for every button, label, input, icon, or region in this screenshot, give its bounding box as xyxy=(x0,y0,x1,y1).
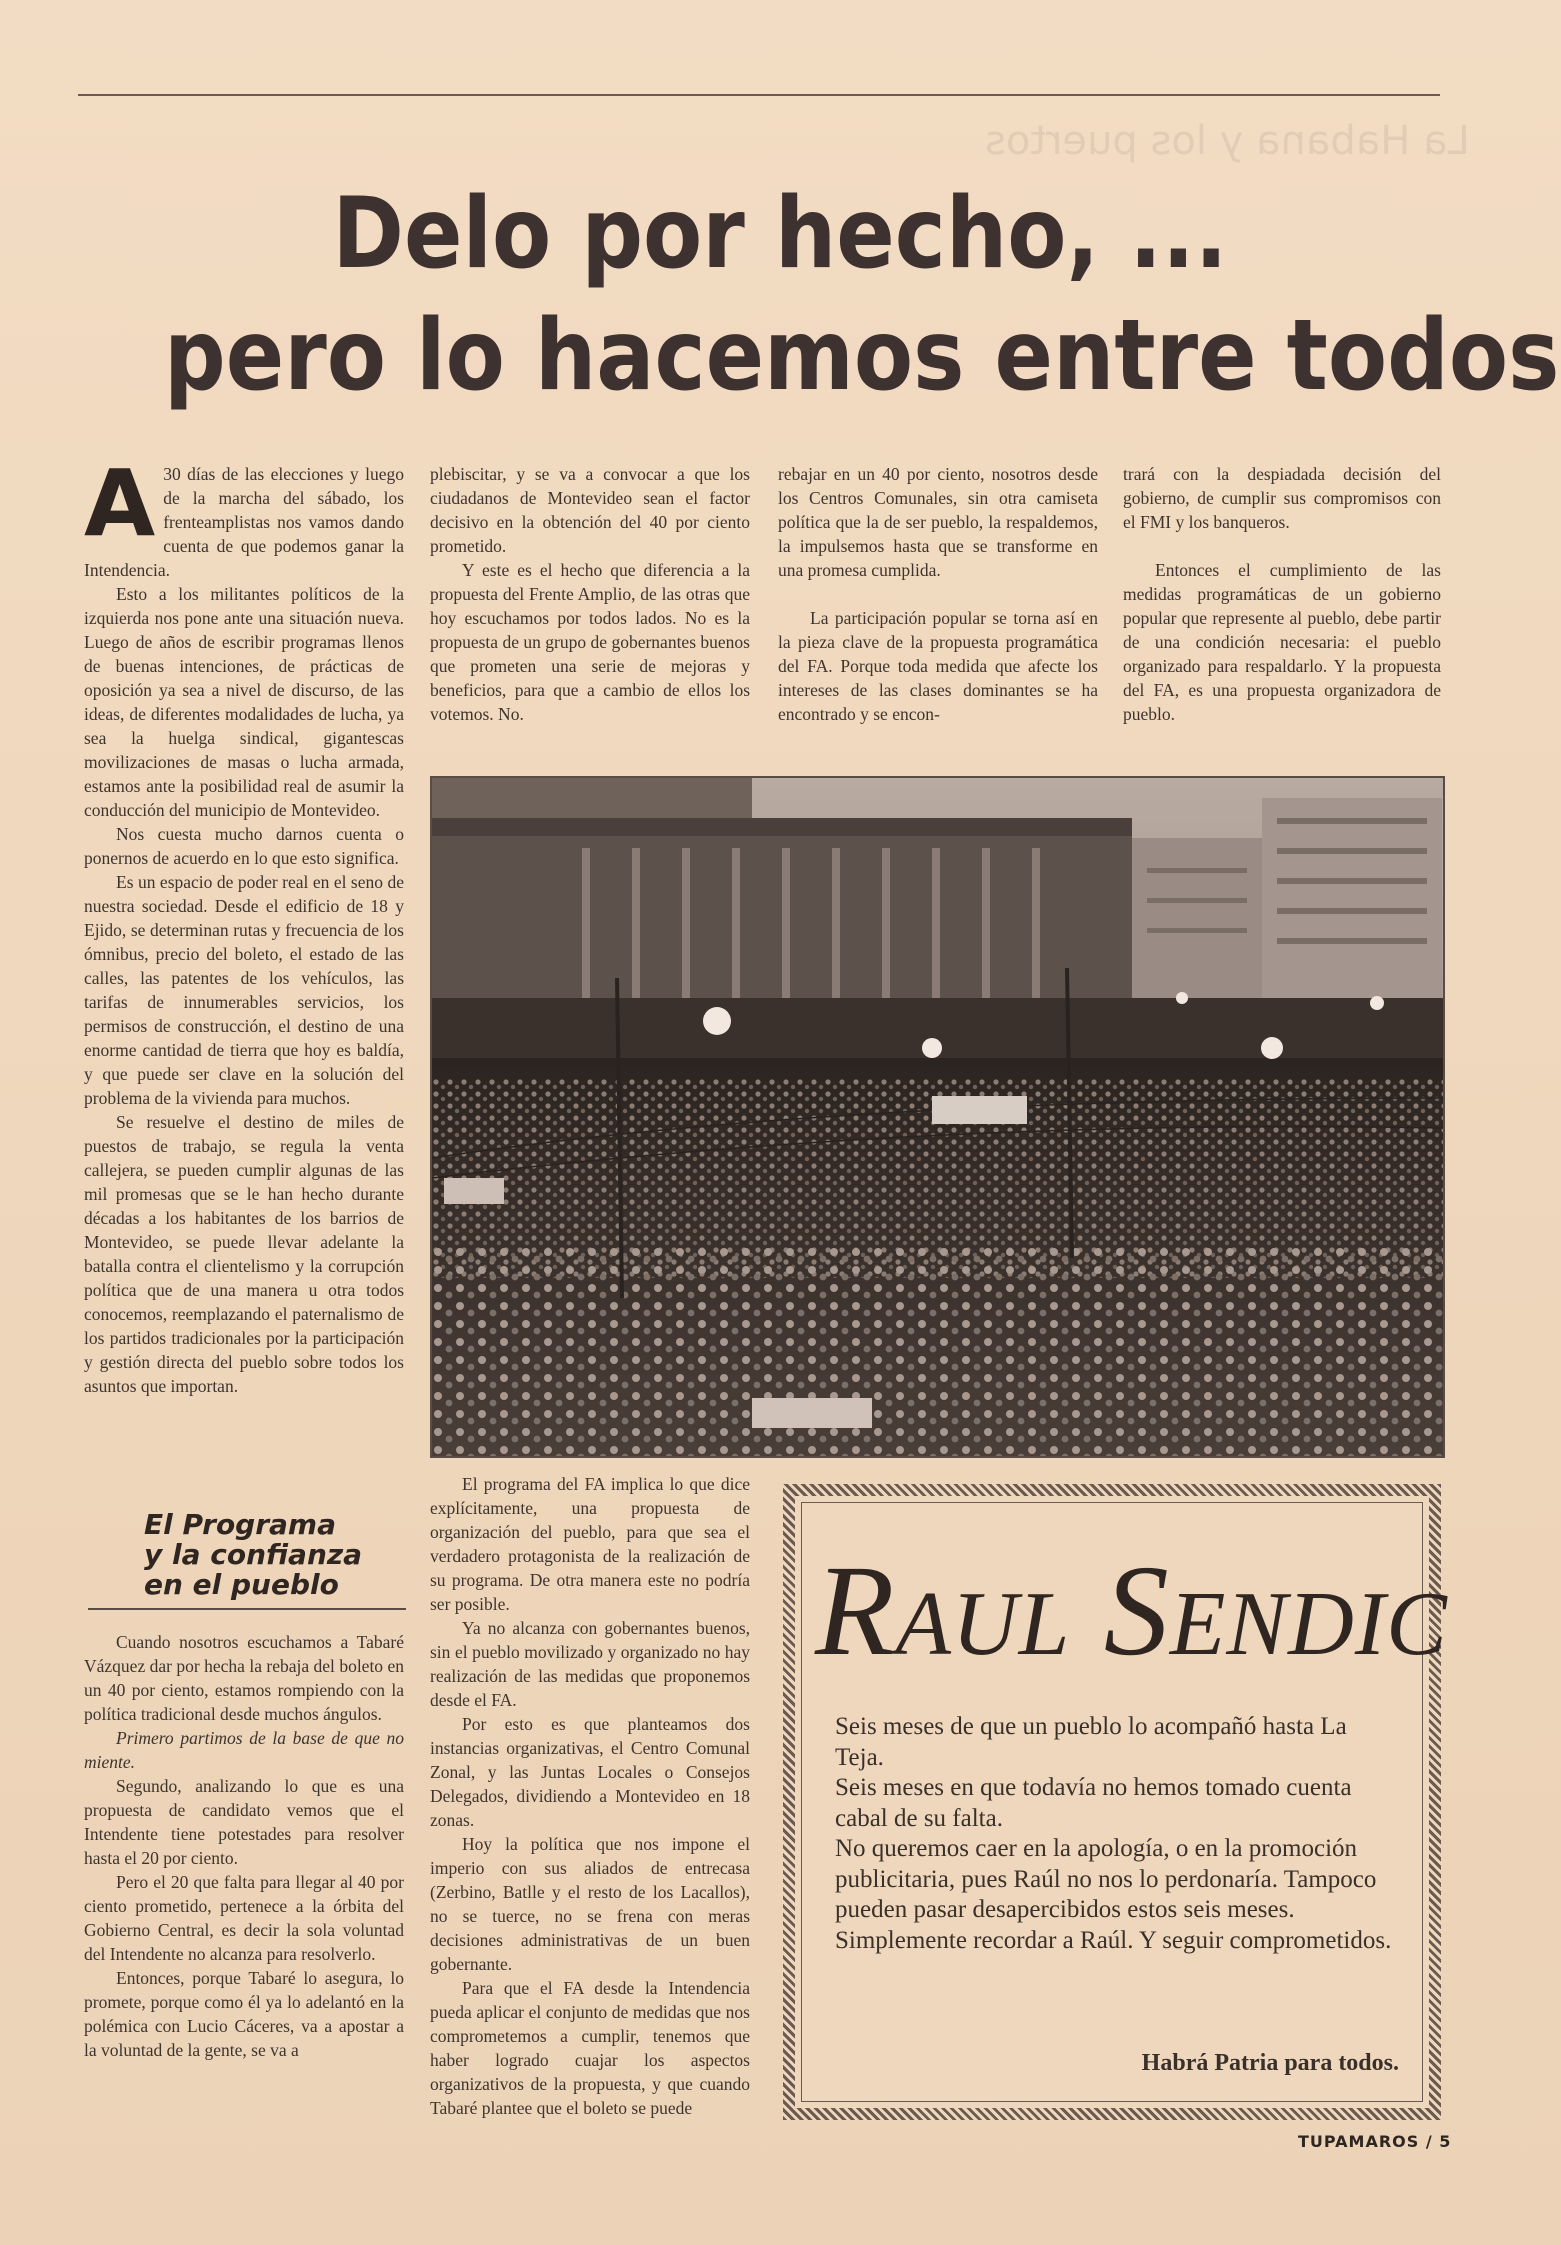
paragraph: Nos cuesta mucho darnos cuenta o ponernos de acuerdo en lo que esto significa. xyxy=(84,824,404,868)
tribute-text xyxy=(835,1712,1395,1956)
tribute-line: Simplemente recordar a Raúl. Y seguir comprometidos. xyxy=(835,1926,1392,1954)
section-subheading xyxy=(88,1510,406,1610)
paragraph: Cuando nosotros escuchamos a Tabaré Vázquez dar por hecha la rebaja del boleto en un 40 por ciento, estamos rompiendo con la política tradicional desde muchos ángulos. xyxy=(84,1632,404,1724)
paragraph: Segundo, analizando lo que es una propuesta de candidato vemos que el Intendente tiene potestades para resolver hasta el 20 por ciento. xyxy=(84,1776,404,1868)
paragraph: Ya no alcanza con gobernantes buenos, sin el pueblo movilizado y organizado no hay realización de las medidas que proponemos desde el FA. xyxy=(430,1618,750,1710)
paragraph: Entonces, porque Tabaré lo asegura, lo promete, porque como él ya lo adelantó en la polémica con Lucio Cáceres, va a apostar a la voluntad de la gente, se va a xyxy=(84,1968,404,2060)
paragraph: 30 días de las elecciones y luego de la marcha del sábado, los frenteamplistas nos vamos dando cuenta de que podemos ganar la Intendencia. xyxy=(84,464,404,580)
article-column-1-lower xyxy=(84,1630,404,2062)
footer-separator: / xyxy=(1425,2132,1440,2151)
article-column-3 xyxy=(778,462,1098,726)
page-footer xyxy=(1298,2132,1451,2151)
tribute-line: Seis meses de que un pueblo lo acompañó hasta La Teja. xyxy=(835,1713,1347,1771)
paragraph: Se resuelve el destino de miles de puestos de trabajo, se regula la venta callejera, se pueden cumplir algunas de las mil promesas que se le han hecho durante décadas a los habitantes de los barrios de Montevideo, se puede llevar adelante la batalla contra el clientelismo y la corrupción política que de una manera u otra todos conocemos, reemplazando el paternalismo de los partidos tradicionales por la participación y gestión directa del pueblo sobre todos los asuntos que importan. xyxy=(84,1112,404,1396)
paragraph: trará con la despiadada decisión del gobierno, de cumplir sus compromisos con el FMI y los banqueros. xyxy=(1123,464,1441,532)
article-column-1 xyxy=(84,450,404,1398)
headline-line-1: Delo por hecho, ... xyxy=(332,177,1228,291)
tribute-line: No queremos caer en la apología, o en la promoción publicitaria, pues Raúl no nos lo perdonaría. Tampoco pueden pasar desapercibidos estos seis meses. xyxy=(835,1835,1377,1923)
paragraph: Pero el 20 que falta para llegar al 40 por ciento prometido, pertenece a la órbita del Gobierno Central, es decir la sola voluntad del Intendente no alcanza para resolverlo. xyxy=(84,1872,404,1964)
article-column-2 xyxy=(430,462,750,726)
paragraph: Esto a los militantes políticos de la izquierda nos pone ante una situación nueva. Luego de años de escribir programas llenos de buenas intenciones, de prácticas de oposición ya sea a nivel de discurso, de las ideas, de diferentes modalidades de lucha, ya sea la huelga sindical, gigantescas movilizaciones de masas o lucha armada, estamos ante la posibilidad real de asumir la conducción del municipio de Montevideo. xyxy=(84,584,404,820)
article-column-2-lower xyxy=(430,1472,750,2120)
crowd-photo-illustration xyxy=(432,778,1443,1456)
paragraph: La participación popular se torna así en la pieza clave de la propuesta programática del FA. Porque toda medida que afecte los intereses de las clases dominantes se ha encontrado y se encon- xyxy=(778,608,1098,724)
article-column-4 xyxy=(1123,462,1441,726)
paragraph: Hoy la política que nos impone el imperio con sus aliados de entrecasa (Zerbino, Batlle y el resto de los Lacallos), no se tuerce, no se frena con meras decisiones administrativas de un buen gobernante. xyxy=(430,1834,750,1974)
paragraph: Es un espacio de poder real en el seno de nuestra sociedad. Desde el edificio de 18 y Ejido, se determinan rutas y frecuencia de los ómnibus, precio del boleto, el estado de las calles, las patentes de los vehículos, las tarifas de innumerables servicios, los permisos de construcción, el destino de una enorme cantidad de tierra que hoy es baldía, y que puede ser clave en la solución del problema de la vivienda para muchos. xyxy=(84,872,404,1108)
subheading-line-2: y la confianza xyxy=(144,1538,363,1571)
paragraph: El programa del FA implica lo que dice explícitamente, una propuesta de organización del pueblo, para que sea el verdadero protagonista de la realización de su programa. De otra manera este no podría ser posible. xyxy=(430,1474,750,1614)
subheading-line-3: en el pueblo xyxy=(144,1568,339,1601)
tribute-title: Raul Sendic xyxy=(815,1539,1448,1683)
top-rule xyxy=(78,94,1440,96)
subheading-line-1: El Programa xyxy=(144,1508,336,1541)
publication-name: TUPAMAROS xyxy=(1298,2132,1420,2151)
paragraph: Entonces el cumplimiento de las medidas programáticas de un gobierno popular que represente al pueblo, debe partir de una condición necesaria: el pueblo organizado para respaldarlo. Y la propuesta del FA, es una propuesta organizadora de pueblo. xyxy=(1123,560,1441,724)
tribute-signature: Habrá Patria para todos. xyxy=(1141,2050,1399,2076)
paragraph: plebiscitar, y se va a convocar a que los ciudadanos de Montevideo sean el factor decisivo en la obtención del 40 por ciento prometido. xyxy=(430,464,750,556)
paragraph: rebajar en un 40 por ciento, nosotros desde los Centros Comunales, sin otra camiseta política que la de ser pueblo, la respaldemos, la impulsemos hasta que se transforme en una promesa cumplida. xyxy=(778,464,1098,580)
drop-cap: A xyxy=(84,450,156,557)
tribute-box xyxy=(783,1484,1448,2120)
paragraph: Para que el FA desde la Intendencia pueda aplicar el conjunto de medidas que nos comprometemos a cumplir, tenemos que haber logrado cuajar los aspectos organizativos de la propuesta, y que cuando Tabaré plantee que el boleto se puede xyxy=(430,1978,750,2118)
show-through-text: La Habana y los puertos xyxy=(985,118,1470,164)
tribute-line: Seis meses en que todavía no hemos tomado cuenta cabal de su falta. xyxy=(835,1774,1352,1832)
paragraph: Primero partimos de la base de que no miente. xyxy=(84,1728,404,1772)
subheading-rule xyxy=(88,1608,406,1610)
paragraph: Por esto es que planteamos dos instancias organizativas, el Centro Comunal Zonal, y las Juntas Locales o Consejos Delegados, dividiendo a Montevideo en 18 zonas. xyxy=(430,1714,750,1830)
page-number: 5 xyxy=(1439,2132,1452,2151)
headline-line-2: pero lo hacemos entre todos xyxy=(164,299,1560,413)
crowd-photo xyxy=(430,776,1445,1458)
paragraph: Y este es el hecho que diferencia a la propuesta del Frente Amplio, de las otras que hoy escuchamos por todos lados. No es la propuesta de un grupo de gobernantes buenos que prometen una serie de mejoras y beneficios, para que a cambio de ellos los votemos. No. xyxy=(430,560,750,724)
